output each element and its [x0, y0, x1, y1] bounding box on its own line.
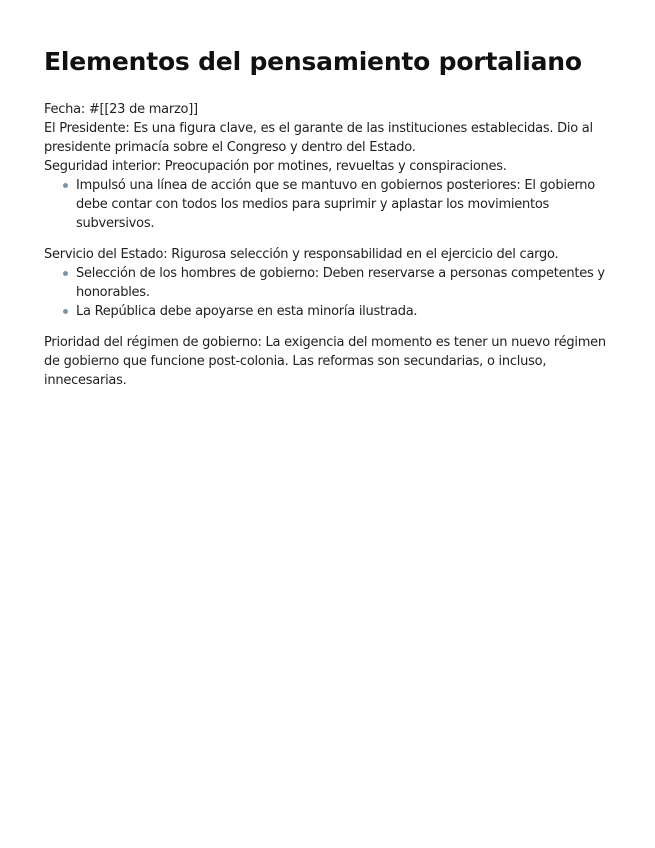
- document-page: [0, 0, 655, 390]
- servicio-paragraph: Servicio del Estado: Rigurosa selección y responsabilidad en el ejercicio del cargo.: [44, 247, 559, 262]
- servicio-list: [44, 264, 611, 321]
- page-title: Elementos del pensamiento portaliano: [44, 47, 582, 76]
- prioridad-paragraph: Prioridad del régimen de gobierno: La exigencia del momento es tener un nuevo régimen de gobierno que funcione post-colonia. Las reformas son secundarias, o incluso, innecesarias.: [44, 335, 606, 388]
- seguridad-list: [44, 176, 611, 233]
- list-item: Impulsó una línea de acción que se mantuvo en gobiernos posteriores: El gobierno debe contar con todos los medios para suprimir y aplastar los movimientos subversivos.: [76, 176, 611, 233]
- fecha-line: Fecha: #[[23 de marzo]]: [44, 102, 198, 117]
- list-item: Selección de los hombres de gobierno: Deben reservarse a personas competentes y honorables.: [76, 264, 611, 302]
- presidente-paragraph: El Presidente: Es una figura clave, es el garante de las instituciones establecidas. Dio al presidente primacía sobre el Congreso y dentro del Estado.: [44, 121, 593, 155]
- seguridad-paragraph: Seguridad interior: Preocupación por motines, revueltas y conspiraciones.: [44, 159, 507, 174]
- list-item: La República debe apoyarse en esta minoría ilustrada.: [76, 302, 611, 321]
